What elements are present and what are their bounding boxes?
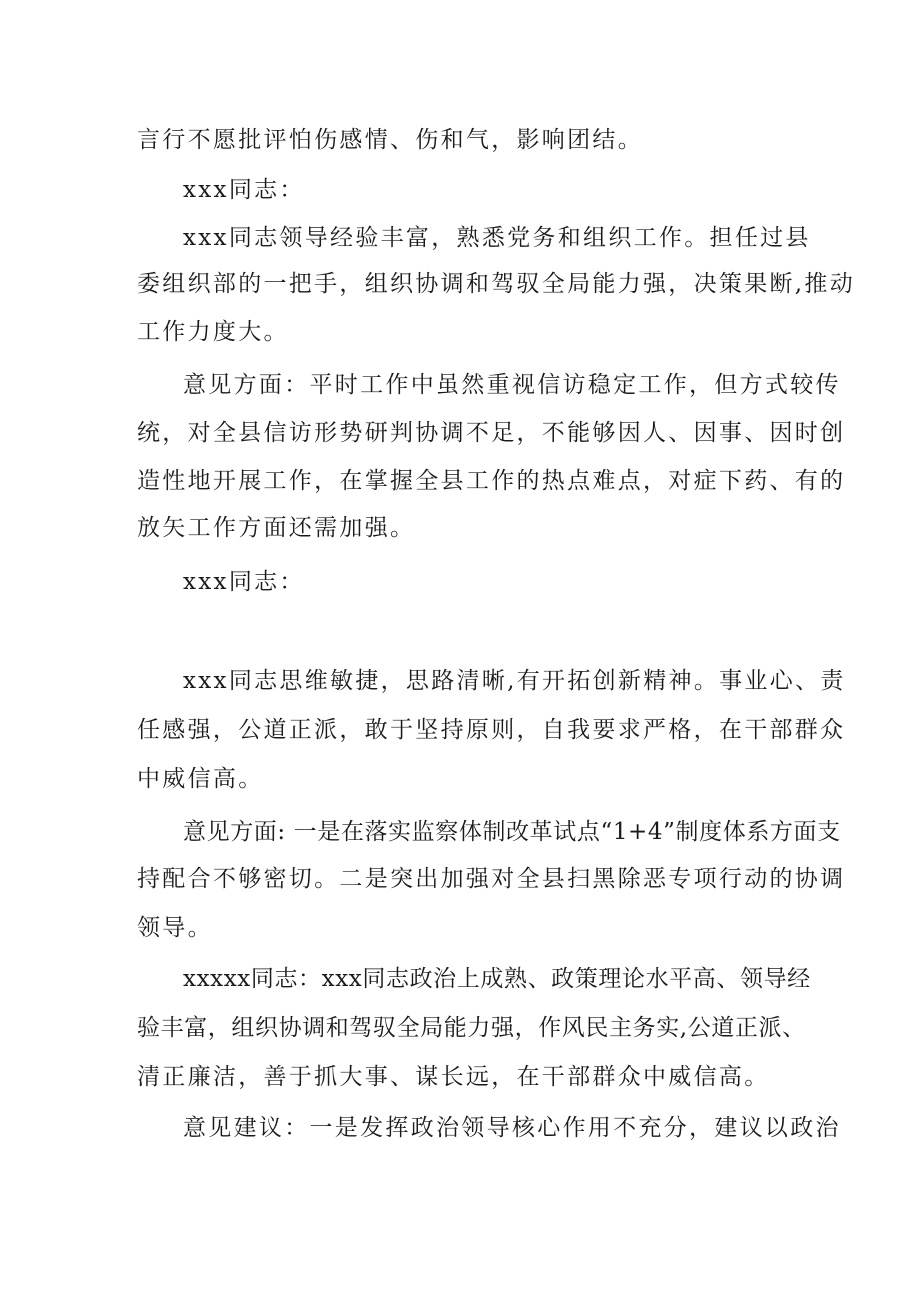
paragraph-line: 放矢工作方面还需加强。 (137, 515, 416, 541)
paragraph-line: 清正廉洁，善于抓大事、谋长远，在干部群众中威信高。 (137, 1064, 770, 1090)
paragraph-line: 统，对全县信访形势研判协调不足，不能够因人、因事、因时创 (137, 420, 846, 446)
paragraph-line: 委组织部的一把手，组织协调和驾驭全局能力强，决策果断,推动 (137, 271, 856, 297)
person-heading: xxx同志： (183, 569, 305, 595)
paragraph-line: 造性地开展工作，在掌握全县工作的热点难点，对症下药、有的 (137, 468, 846, 494)
paragraph-line: 持配合不够密切。二是突出加强对全县扫黑除恶专项行动的协调 (137, 866, 846, 892)
paragraph-line: 言行不愿批评怕伤感情、伤和气，影响团结。 (137, 127, 643, 153)
paragraph-line: 验丰富，组织协调和驾驭全局能力强，作风民主务实,公道正派、 (137, 1015, 806, 1041)
paragraph-line: 领导。 (137, 915, 213, 941)
paragraph-line: xxxxx同志：xxx同志政治上成熟、政策理论水平高、领导经 (183, 966, 811, 992)
paragraph-line: xxx同志领导经验丰富，熟悉党务和组织工作。担任过县 (183, 225, 811, 251)
paragraph-line: 中威信高。 (137, 766, 264, 792)
paragraph-line: 意见方面: 一是在落实监察体制改革试点“1+4”制度体系方面支 (183, 819, 841, 845)
person-heading: xxx同志： (183, 177, 305, 203)
paragraph-line: xxx同志思维敏捷，思路清晰,有开拓创新精神。事业心、责 (183, 668, 846, 694)
paragraph-line: 意见方面：平时工作中虽然重视信访稳定工作，但方式较传 (183, 372, 841, 398)
paragraph-line: 工作力度大。 (137, 319, 289, 345)
paragraph-line: 任感强，公道正派，敢于坚持原则，自我要求严格，在干部群众 (137, 717, 846, 743)
paragraph-line: 意见建议：一是发挥政治领导核心作用不充分，建议以政治 (183, 1115, 841, 1141)
